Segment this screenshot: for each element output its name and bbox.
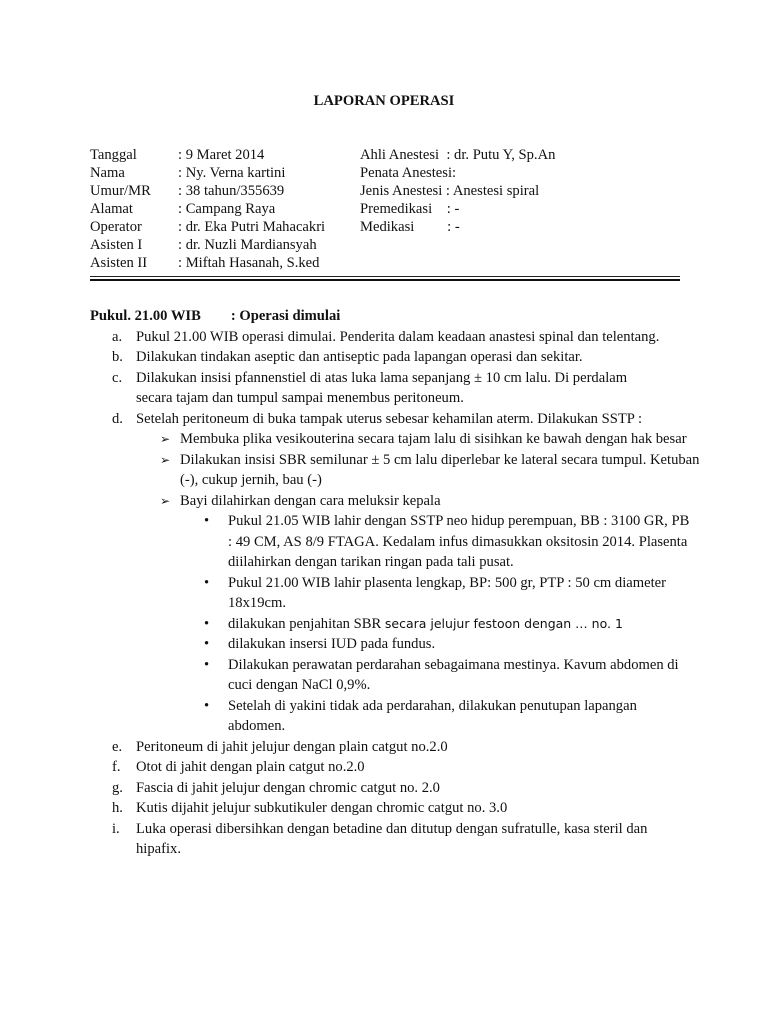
step-i bbox=[90, 819, 676, 860]
info-label: Alamat bbox=[90, 201, 133, 217]
info-value: : 9 Maret 2014 bbox=[178, 147, 265, 163]
section-heading bbox=[90, 306, 690, 327]
bullet-item-6 bbox=[90, 696, 678, 737]
heading-time: Pukul. 21.00 WIB bbox=[90, 308, 201, 324]
divider-thin bbox=[90, 276, 680, 277]
step-marker: h. bbox=[112, 800, 123, 816]
info-row-tanggal bbox=[90, 146, 325, 164]
step-marker: d. bbox=[112, 410, 123, 427]
bullet-item-5 bbox=[90, 655, 698, 696]
substep-text: Dilakukan insisi SBR semilunar ± 5 cm lalu diperlebar ke lateral secara tumpul. Ketuban (-), cukup jernih, bau (-) bbox=[180, 451, 700, 488]
bullet-dot-icon: • bbox=[204, 513, 210, 529]
bullet-dot-icon: • bbox=[204, 615, 210, 632]
info-label: Asisten I bbox=[90, 237, 143, 253]
info-value: : Campang Raya bbox=[178, 201, 276, 217]
anesthesia-info bbox=[360, 146, 555, 236]
bullet-text: Dilakukan perawatan perdarahan sebagaimana mestinya. Kavum abdomen di cuci dengan NaCl 0,9%. bbox=[228, 656, 679, 693]
info-medikasi: Medikasi : - bbox=[360, 219, 460, 235]
info-row-umur bbox=[90, 182, 325, 200]
info-row-nama bbox=[90, 164, 325, 182]
bullet-item-2 bbox=[90, 573, 668, 614]
step-text: Luka operasi dibersihkan dengan betadine dan ditutup dengan sufratulle, kasa steril dan hipafix. bbox=[136, 820, 648, 857]
arrow-bullet-icon: ➢ bbox=[160, 432, 171, 446]
arrow-bullet-icon: ➢ bbox=[160, 452, 171, 467]
info-row-asisten-2 bbox=[90, 254, 325, 272]
step-text: Dilakukan insisi pfannenstiel di atas luka lama sepanjang ± 10 cm lalu. Di perdalam secara tajam dan tumpul sampai menembus peritoneum. bbox=[136, 369, 628, 406]
step-marker: b. bbox=[112, 349, 123, 365]
step-a bbox=[90, 327, 690, 348]
step-marker: f. bbox=[112, 759, 121, 775]
bullet-item-4 bbox=[90, 634, 690, 655]
divider-thick bbox=[90, 279, 680, 281]
substep-1 bbox=[90, 429, 690, 450]
info-label: Umur/MR bbox=[90, 183, 151, 199]
step-c bbox=[90, 368, 666, 409]
step-text: Peritoneum di jahit jelujur dengan plain catgut no.2.0 bbox=[136, 738, 448, 755]
substep-3 bbox=[90, 491, 690, 512]
step-marker: g. bbox=[112, 779, 123, 796]
step-h bbox=[90, 798, 690, 819]
info-value: : Miftah Hasanah, S.ked bbox=[178, 255, 320, 271]
info-label: Operator bbox=[90, 219, 142, 235]
bullet-dot-icon: • bbox=[204, 697, 210, 714]
heading-text: : Operasi dimulai bbox=[230, 308, 341, 324]
bullet-dot-icon: • bbox=[204, 636, 210, 652]
document-title: LAPORAN OPERASI bbox=[313, 93, 455, 109]
step-text: Dilakukan tindakan aseptic dan antiseptic pada lapangan operasi dan sekitar. bbox=[136, 349, 583, 365]
info-jenis-anestesi: Jenis Anestesi : Anestesi spiral bbox=[360, 183, 540, 199]
step-text: Fascia di jahit jelujur dengan chromic catgut no. 2.0 bbox=[136, 779, 440, 796]
info-value: : dr. Eka Putri Mahacakri bbox=[178, 219, 326, 235]
info-value: : 38 tahun/355639 bbox=[178, 183, 285, 199]
bullet-item-3 bbox=[90, 614, 690, 635]
bullet-dot-icon: • bbox=[204, 574, 210, 591]
step-g bbox=[90, 778, 690, 799]
info-label: Tanggal bbox=[90, 147, 137, 163]
step-marker: i. bbox=[112, 820, 120, 837]
step-d bbox=[90, 409, 690, 430]
substep-text: Membuka plika vesikouterina secara tajam lalu di sisihkan ke bawah dengan hak besar bbox=[180, 431, 687, 447]
step-text: Setelah peritoneum di buka tampak uterus sebesar kehamilan aterm. Dilakukan SSTP : bbox=[136, 410, 643, 427]
bullet-text: dilakukan insersi IUD pada fundus. bbox=[228, 636, 436, 652]
step-f bbox=[90, 757, 690, 778]
patient-info bbox=[90, 146, 325, 272]
step-marker: e. bbox=[112, 738, 123, 755]
bullet-dot-icon: • bbox=[204, 656, 210, 673]
step-marker: a. bbox=[112, 328, 123, 345]
step-text: Otot di jahit dengan plain catgut no.2.0 bbox=[136, 759, 365, 775]
info-value: : Ny. Verna kartini bbox=[178, 165, 286, 181]
step-text: Kutis dijahit jelujur subkutikuler dengan chromic catgut no. 3.0 bbox=[136, 800, 508, 816]
step-b bbox=[90, 347, 690, 368]
arrow-bullet-icon: ➢ bbox=[160, 493, 171, 508]
info-row-asisten-1 bbox=[90, 236, 325, 254]
info-row-alamat bbox=[90, 200, 325, 218]
bullet-item-1 bbox=[90, 511, 690, 573]
step-e bbox=[90, 737, 690, 758]
bullet-text: dilakukan penjahitan SBR bbox=[228, 615, 385, 632]
info-row-operator bbox=[90, 218, 325, 236]
operation-report-body bbox=[90, 306, 700, 860]
step-marker: c. bbox=[112, 369, 123, 386]
info-label: Nama bbox=[90, 165, 125, 181]
info-label: Asisten II bbox=[90, 255, 148, 271]
info-penata-anestesi: Penata Anestesi: bbox=[360, 165, 457, 181]
info-value: : dr. Nuzli Mardiansyah bbox=[178, 237, 317, 253]
info-premedikasi: Premedikasi : - bbox=[360, 201, 460, 217]
bullet-text-tail: secara jelujur festoon dengan … no. 1 bbox=[384, 615, 623, 631]
info-ahli-anestesi: Ahli Anestesi : dr. Putu Y, Sp.An bbox=[360, 147, 556, 163]
substep-text: Bayi dilahirkan dengan cara meluksir kepala bbox=[180, 492, 441, 509]
substep-2 bbox=[90, 450, 700, 491]
bullet-text: Pukul 21.05 WIB lahir dengan SSTP neo hidup perempuan, BB : 3100 GR, PB : 49 CM, AS 8/9 FTAGA. Kedalam infus dimasukkan oksitosin 2014. Plasenta diilahirkan dengan tarikan ringan pada tali pusat. bbox=[228, 513, 690, 570]
step-text: Pukul 21.00 WIB operasi dimulai. Penderita dalam keadaan anastesi spinal dan telentang. bbox=[136, 328, 660, 345]
bullet-text: Setelah di yakini tidak ada perdarahan, dilakukan penutupan lapangan abdomen. bbox=[228, 697, 637, 734]
bullet-text: Pukul 21.00 WIB lahir plasenta lengkap, BP: 500 gr, PTP : 50 cm diameter 18x19cm. bbox=[228, 574, 666, 611]
